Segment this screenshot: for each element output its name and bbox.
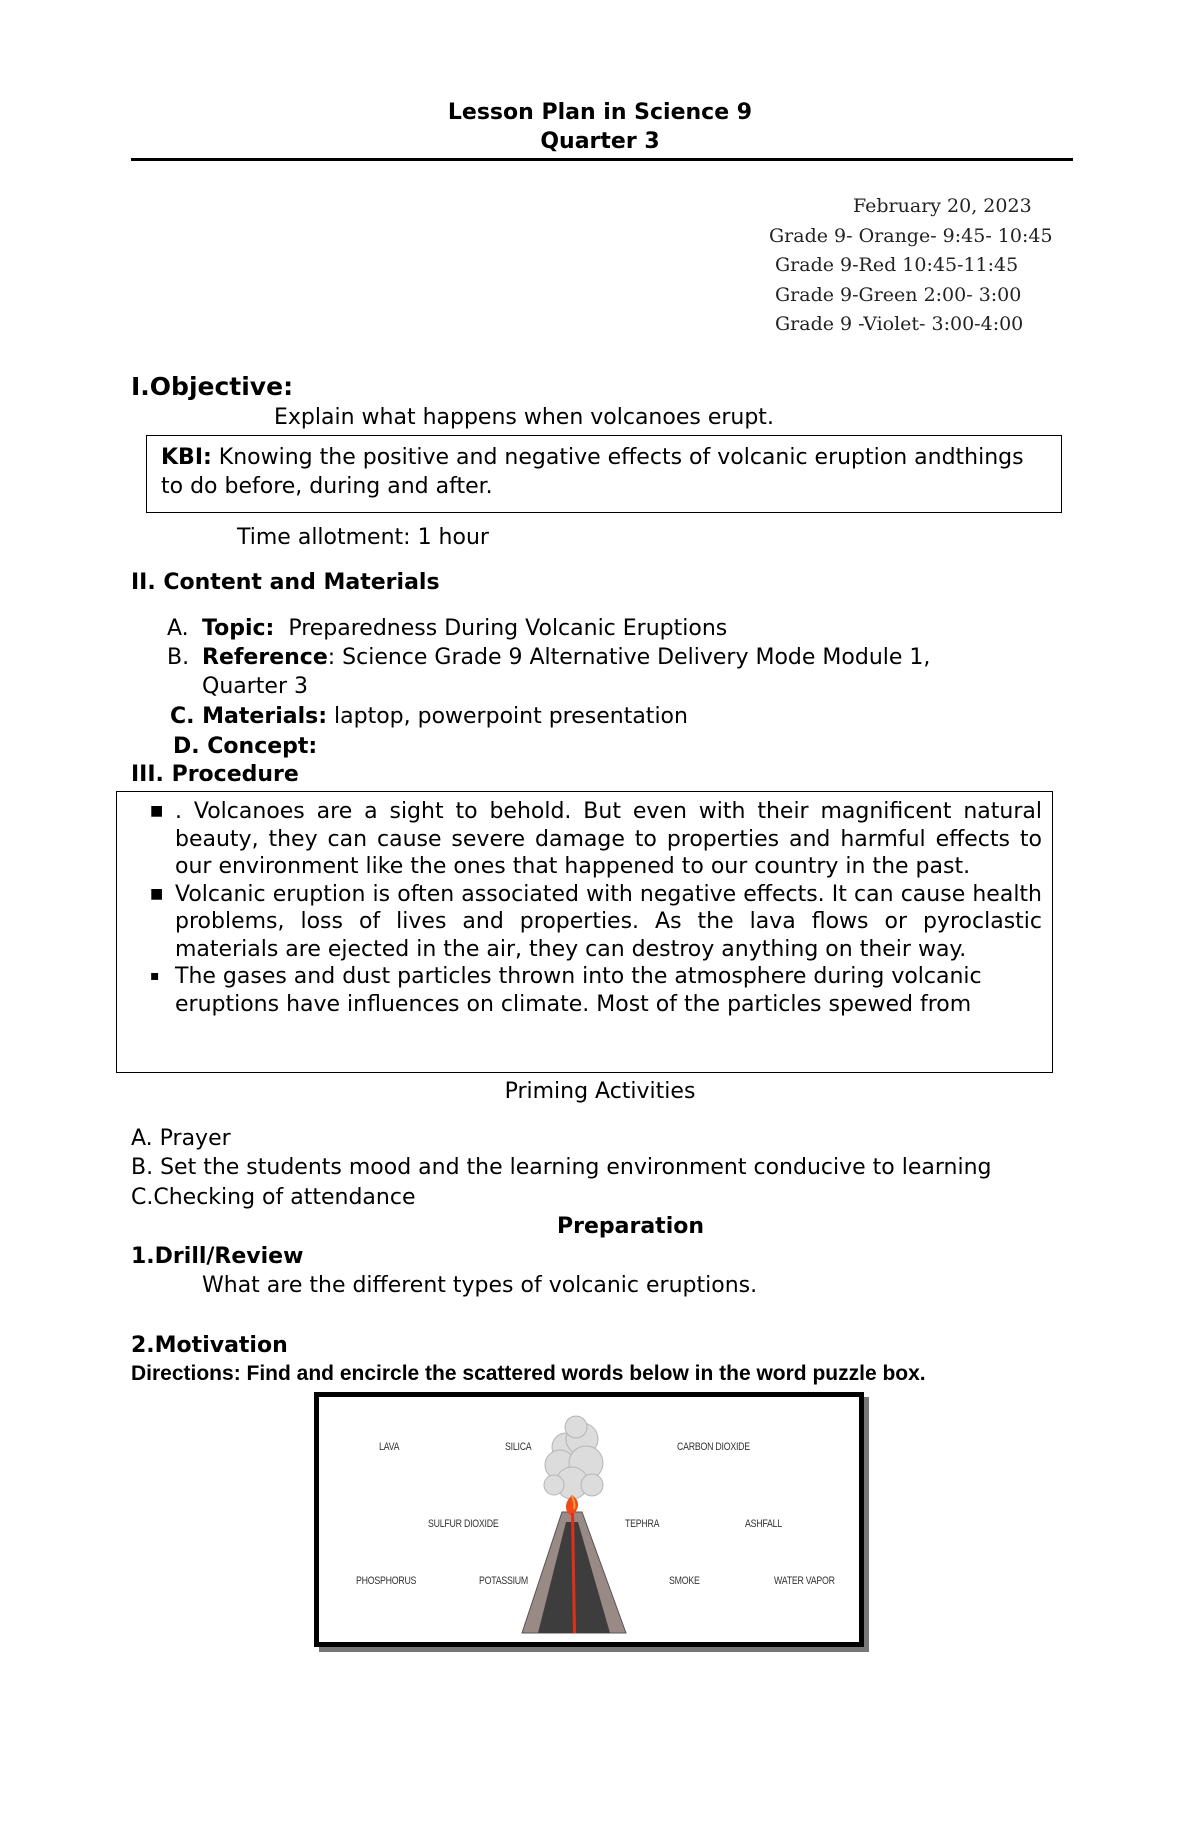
procedure-list <box>117 798 1052 1018</box>
puzzle-word: LAVA <box>379 1441 400 1453</box>
kbi-box <box>146 435 1062 513</box>
procedure-heading: III. Procedure <box>131 762 299 787</box>
document-title: Lesson Plan in Science 9 <box>447 100 753 125</box>
objective-text: Explain what happens when volcanoes erupt. <box>274 405 774 430</box>
kbi-text-block <box>161 443 1031 501</box>
priming-item: C.Checking of attendance <box>131 1185 416 1210</box>
topic-label: Topic: <box>202 616 275 641</box>
motivation-heading: 2.Motivation <box>131 1333 288 1358</box>
square-bullet-icon: ■ <box>150 803 164 819</box>
puzzle-word: TEPHRA <box>625 1518 660 1530</box>
procedure-bullet-text: . Volcanoes are a sight to behold. But even with their magnificent natural beauty, they can cause severe damage to properties and harmful effects to our environment like the ones that happened to our country in the past. <box>175 799 1042 879</box>
schedule-line: Grade 9- Orange- 9:45- 10:45 <box>769 225 1053 247</box>
time-allotment: Time allotment: 1 hour <box>237 525 489 550</box>
reference-marker: B. <box>167 645 190 670</box>
concept-label: D. Concept: <box>173 734 318 759</box>
materials-label: C. Materials: <box>170 704 328 729</box>
objective-heading: I.Objective: <box>131 372 294 401</box>
procedure-box <box>116 791 1053 1073</box>
topic-line <box>202 616 727 641</box>
puzzle-directions: Directions: Find and encircle the scattered words below in the word puzzle box. <box>131 1362 926 1385</box>
procedure-bullet <box>117 963 1052 1018</box>
puzzle-word: CARBON DIOXIDE <box>677 1441 750 1453</box>
procedure-bullet-text: Volcanic eruption is often associated with negative effects. It can cause health problems, loss of lives and properties. As the lava flows or pyroclastic materials are ejected in the air, they can destroy anything on their way. <box>175 881 1042 962</box>
header-rule <box>131 158 1073 161</box>
schedule-date: February 20, 2023 <box>853 195 1032 217</box>
content-heading: II. Content and Materials <box>131 570 440 595</box>
puzzle-word: WATER VAPOR <box>774 1575 835 1587</box>
drill-heading: 1.Drill/Review <box>131 1244 304 1269</box>
document-quarter: Quarter 3 <box>540 129 660 154</box>
priming-item: A. Prayer <box>131 1126 231 1151</box>
puzzle-word: PHOSPHORUS <box>356 1575 417 1587</box>
word-puzzle-box <box>314 1392 864 1647</box>
preparation-heading: Preparation <box>557 1214 705 1239</box>
schedule-line: Grade 9 -Violet- 3:00-4:00 <box>775 313 1024 335</box>
reference-label: Reference <box>202 645 328 670</box>
volcano-icon <box>514 1397 634 1642</box>
topic-marker: A. <box>167 616 189 641</box>
procedure-bullet <box>117 798 1052 881</box>
materials-text: laptop, powerpoint presentation <box>327 704 688 729</box>
procedure-bullet <box>117 881 1052 964</box>
puzzle-word: SMOKE <box>669 1575 700 1587</box>
puzzle-word: ASHFALL <box>745 1518 782 1530</box>
priming-heading: Priming Activities <box>504 1079 696 1104</box>
puzzle-word: SULFUR DIOXIDE <box>428 1518 499 1530</box>
kbi-label: KBI: <box>161 445 212 470</box>
square-bullet-icon: ▪ <box>150 968 160 984</box>
puzzle-word: POTASSIUM <box>479 1575 529 1587</box>
reference-text: : Science Grade 9 Alternative Delivery Mode Module 1, <box>327 645 931 670</box>
schedule-line: Grade 9-Green 2:00- 3:00 <box>775 284 1022 306</box>
procedure-bullet-text: The gases and dust particles thrown into the atmosphere during volcanic eruptions have influences on climate. Most of the particles spewed from <box>175 964 982 1017</box>
materials-line <box>170 704 688 729</box>
puzzle-word: SILICA <box>505 1441 532 1453</box>
reference-text-continued: Quarter 3 <box>202 674 308 699</box>
drill-text: What are the different types of volcanic eruptions. <box>202 1273 758 1298</box>
topic-text: Preparedness During Volcanic Eruptions <box>274 616 728 641</box>
schedule-line: Grade 9-Red 10:45-11:45 <box>775 254 1019 276</box>
kbi-text: Knowing the positive and negative effects of volcanic eruption andthings to do before, during and after. <box>161 445 1024 499</box>
reference-line <box>202 645 930 670</box>
square-bullet-icon: ■ <box>150 885 164 902</box>
priming-item: B. Set the students mood and the learning environment conducive to learning <box>131 1155 992 1180</box>
